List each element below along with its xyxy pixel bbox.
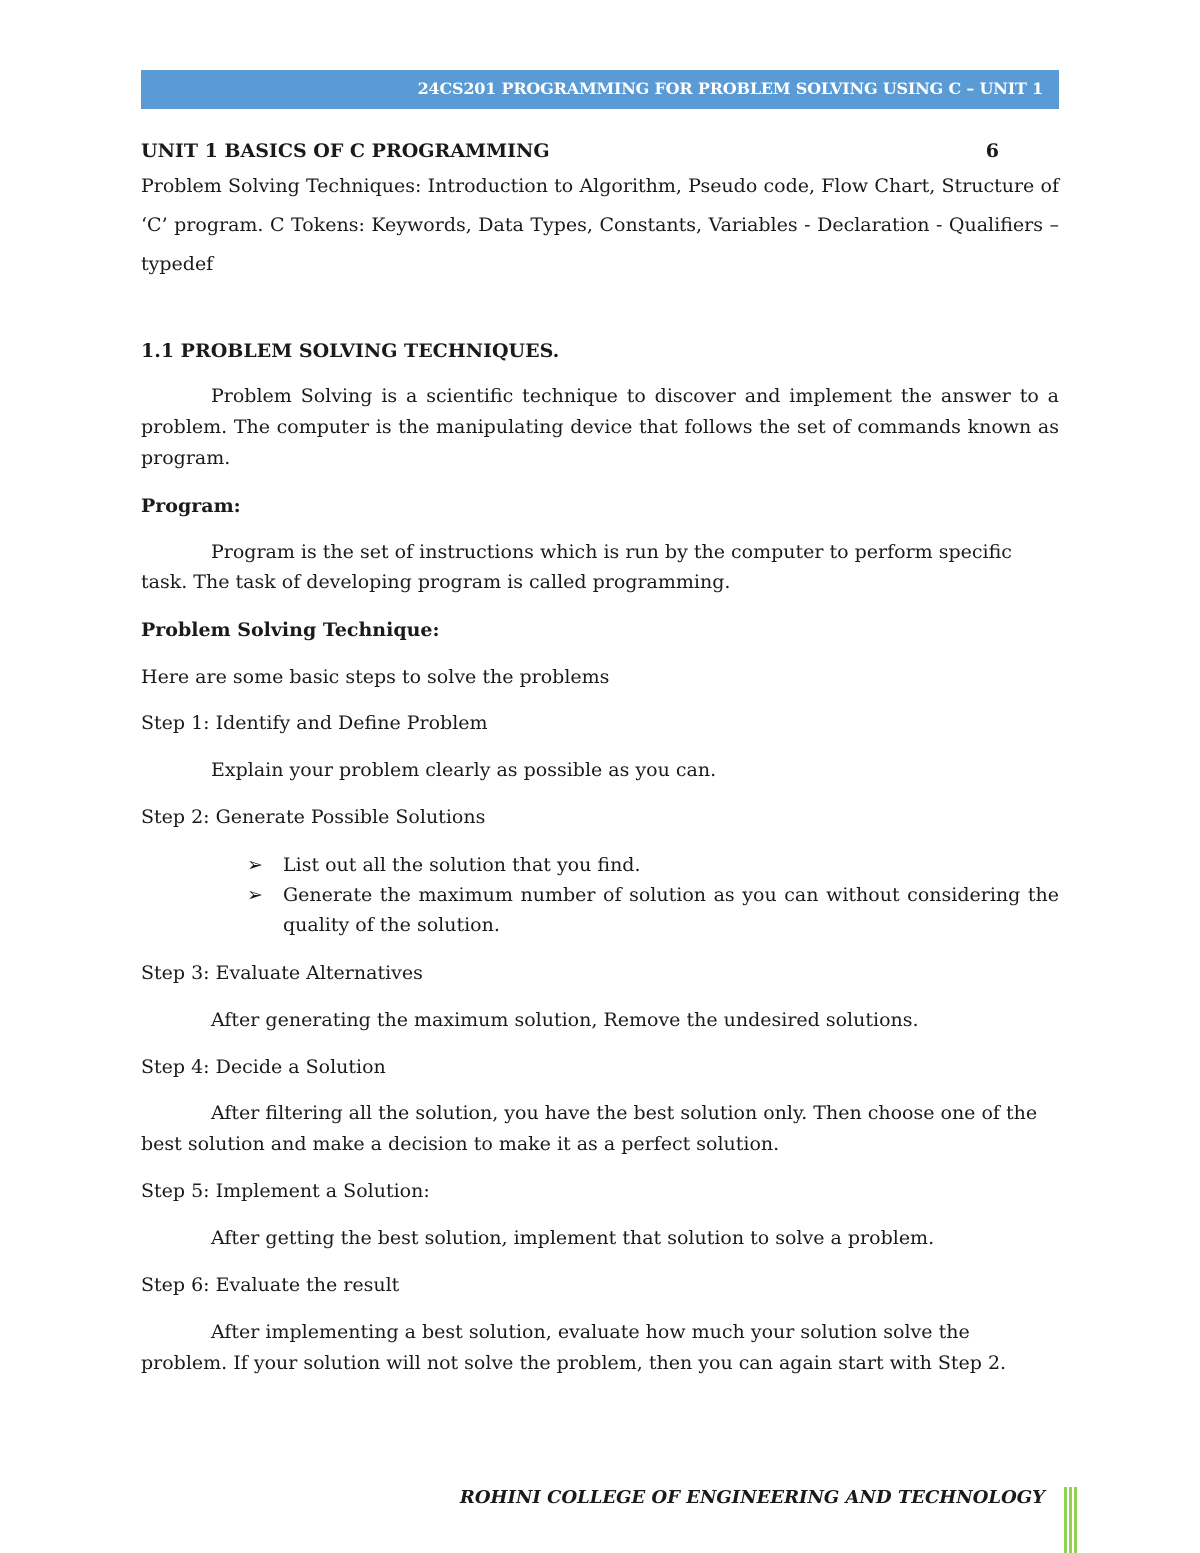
technique-intro: Here are some basic steps to solve the problems <box>141 666 610 688</box>
footer-accent-bars <box>1064 1487 1076 1553</box>
unit-title: UNIT 1 BASICS OF C PROGRAMMING <box>141 140 550 162</box>
step1-title: Step 1: Identify and Define Problem <box>141 712 488 734</box>
section-heading: 1.1 PROBLEM SOLVING TECHNIQUES. <box>141 340 560 362</box>
program-text: Program is the set of instructions which is run by the computer to perform specific task. The task of developing program is called programming. <box>141 541 1012 593</box>
unit-hours: 6 <box>985 140 999 162</box>
unit-syllabus: Problem Solving Techniques: Introduction to Algorithm, Pseudo code, Flow Chart, Structure of ‘C’ program. C Tokens: Keywords, Data Types, Constants, Variables - Declaration - Qualifiers – typedef <box>141 175 1059 275</box>
header-title: 24CS201 PROGRAMMING FOR PROBLEM SOLVING USING C – UNIT 1 <box>417 79 1043 98</box>
step4-title: Step 4: Decide a Solution <box>141 1056 386 1078</box>
unit-title-row <box>141 138 1059 164</box>
section-intro: Problem Solving is a scientific technique to discover and implement the answer to a problem. The computer is the manipulating device that follows the set of commands known as program. <box>141 385 1059 469</box>
arrow-bullet-icon: ➢ <box>247 854 263 876</box>
step5-text: After getting the best solution, implement that solution to solve a problem. <box>211 1227 935 1249</box>
step2-title: Step 2: Generate Possible Solutions <box>141 806 486 828</box>
footer-college: ROHINI COLLEGE OF ENGINEERING AND TECHNOLOGY <box>459 1487 1045 1508</box>
list-item-text: Generate the maximum number of solution as you can without considering the quality of the solution. <box>283 884 1059 936</box>
step6-text: After implementing a best solution, evaluate how much your solution solve the problem. If your solution will not solve the problem, then you can again start with Step 2. <box>141 1321 1007 1374</box>
step4-text: After filtering all the solution, you have the best solution only. Then choose one of the best solution and make a decision to make it as a perfect solution. <box>141 1102 1038 1155</box>
program-heading: Program: <box>141 495 241 517</box>
header-band <box>141 70 1059 109</box>
arrow-bullet-icon: ➢ <box>247 884 263 906</box>
step5-title: Step 5: Implement a Solution: <box>141 1180 430 1202</box>
list-item <box>247 880 1059 940</box>
list-item <box>247 850 1059 880</box>
step3-text: After generating the maximum solution, Remove the undesired solutions. <box>211 1009 919 1031</box>
step6-title: Step 6: Evaluate the result <box>141 1274 400 1296</box>
technique-heading: Problem Solving Technique: <box>141 619 440 641</box>
list-item-text: List out all the solution that you find. <box>283 854 641 876</box>
step1-text: Explain your problem clearly as possible as you can. <box>211 759 717 781</box>
step3-title: Step 3: Evaluate Alternatives <box>141 962 423 984</box>
